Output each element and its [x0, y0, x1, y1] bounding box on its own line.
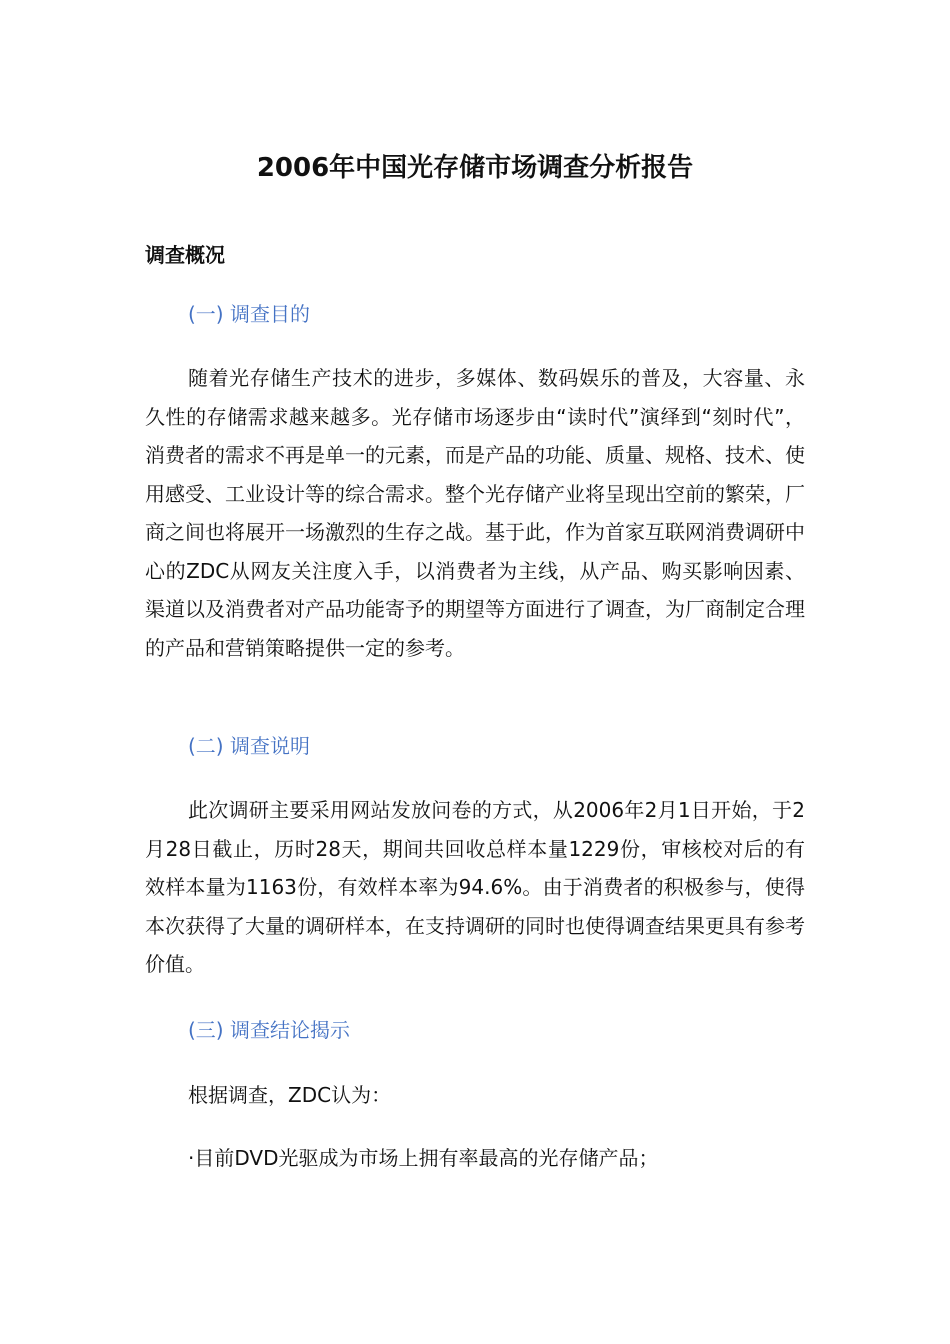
subheading-description: (二) 调查说明	[188, 734, 310, 758]
conclusion-bullet: ·目前DVD光驱成为市场上拥有率最高的光存储产品；	[188, 1146, 659, 1170]
paragraph-description: 此次调研主要采用网站发放问卷的方式，从2006年2月1日开始，于2月28日截止，历时28天，期间共回收总样本量1229份，审核校对后的有效样本量为1163份，有效样本率为94.6%。由于消费者的积极参与，使得本次获得了大量的调研样本，在支持调研的同时也使得调查结果更具有参考价值。	[145, 798, 805, 976]
document-title: 2006年中国光存储市场调查分析报告	[256, 153, 694, 183]
conclusion-intro: 根据调查，ZDC认为：	[188, 1083, 392, 1107]
section-heading: 调查概况	[145, 243, 225, 267]
subheading-purpose: (一) 调查目的	[188, 302, 310, 326]
paragraph-purpose: 随着光存储生产技术的进步，多媒体、数码娱乐的普及，大容量、永久性的存储需求越来越多。光存储市场逐步由“读时代”演绎到“刻时代”，消费者的需求不再是单一的元素，而是产品的功能、质量、规格、技术、使用感受、工业设计等的综合需求。整个光存储产业将呈现出空前的繁荣，厂商之间也将展开一场激烈的生存之战。基于此，作为首家互联网消费调研中心的ZDC从网友关注度入手，以消费者为主线，从产品、购买影响因素、渠道以及消费者对产品功能寄予的期望等方面进行了调查，为厂商制定合理的产品和营销策略提供一定的参考。	[145, 366, 805, 660]
subheading-conclusions: (三) 调查结论揭示	[188, 1018, 350, 1042]
